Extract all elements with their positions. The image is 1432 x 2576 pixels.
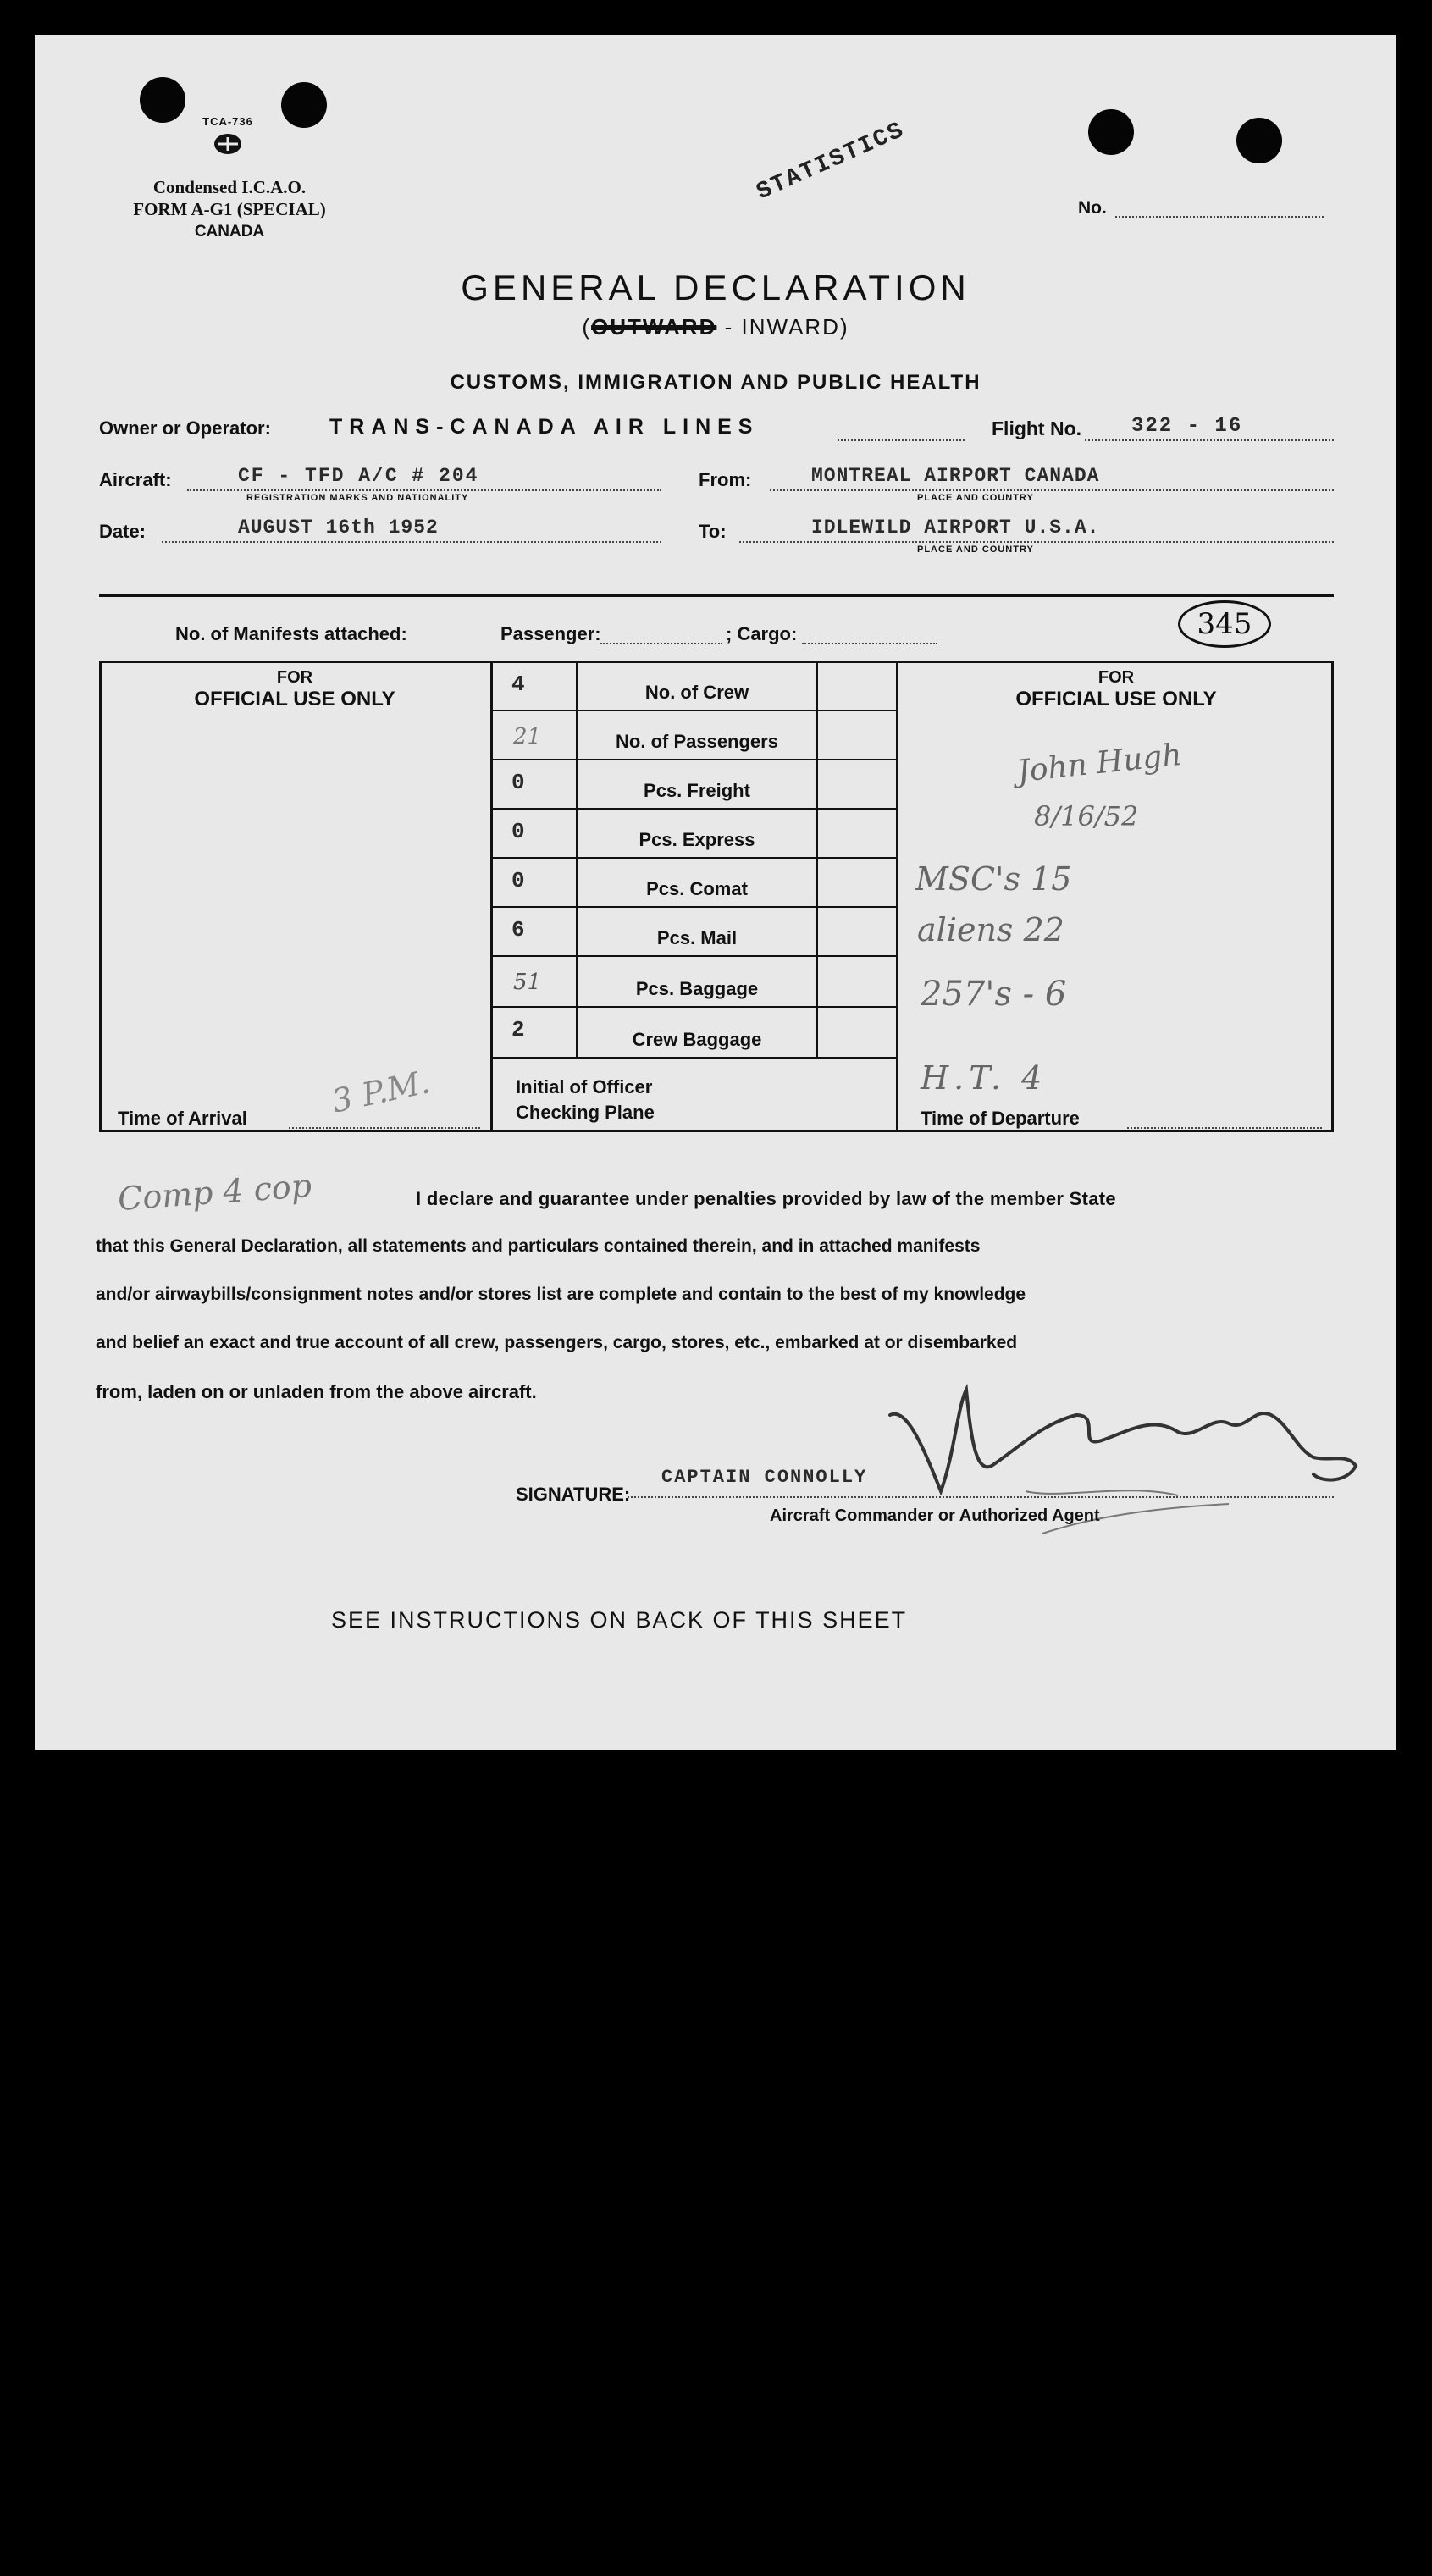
aircraft-label: Aircraft: bbox=[99, 469, 172, 490]
from-caption: PLACE AND COUNTRY bbox=[917, 493, 1034, 503]
mail-label: Pcs. Mail bbox=[656, 927, 738, 948]
express-count: 0 bbox=[511, 819, 527, 844]
arrival-field bbox=[289, 1127, 480, 1129]
departure-label: Time of Departure bbox=[921, 1108, 1080, 1129]
form-line-3: CANADA bbox=[194, 223, 265, 240]
baggage-count: 51 bbox=[513, 970, 542, 995]
typed-signature-name: CAPTAIN CONNOLLY bbox=[661, 1467, 868, 1488]
declaration-line: I declare and guarantee under penalties provided by law of the member State bbox=[416, 1188, 1116, 1209]
to-caption: PLACE AND COUNTRY bbox=[917, 544, 1034, 555]
freight-count: 0 bbox=[511, 770, 527, 795]
declaration-line: and belief an exact and true account of all crew, passengers, cargo, stores, etc., embarked at or disembarked bbox=[96, 1333, 1018, 1352]
flight-label: Flight No. bbox=[992, 417, 1082, 439]
flight-value: 322 - 16 bbox=[1131, 415, 1243, 438]
official-note: aliens 22 bbox=[917, 911, 1064, 948]
tca-logo-icon bbox=[213, 131, 243, 157]
aircraft-value: CF - TFD A/C # 204 bbox=[238, 465, 479, 487]
official-note: John Hugh bbox=[1015, 737, 1184, 790]
from-label: From: bbox=[699, 469, 752, 490]
owner-label: Owner or Operator: bbox=[99, 417, 271, 439]
declaration-line: and/or airwaybills/consignment notes and/or stores list are complete and contain to the best of my knowledge bbox=[96, 1285, 1026, 1304]
passengers-label: No. of Passengers bbox=[616, 731, 778, 752]
reference-number: 345 bbox=[1178, 600, 1271, 648]
declaration-sheet bbox=[35, 35, 1396, 1750]
form-title: GENERAL DECLARATION bbox=[461, 268, 970, 307]
to-label: To: bbox=[699, 521, 727, 542]
outward-struck: OUTWARD bbox=[591, 314, 717, 340]
departure-field bbox=[1127, 1127, 1322, 1129]
signature-label: SIGNATURE: bbox=[516, 1484, 631, 1505]
manifests-label: No. of Manifests attached: bbox=[175, 623, 407, 644]
footer-instructions: SEE INSTRUCTIONS ON BACK OF THIS SHEET bbox=[331, 1607, 908, 1633]
right-official-use: OFFICIAL USE ONLY bbox=[1015, 688, 1217, 710]
punch-hole bbox=[1088, 109, 1134, 155]
flight-field bbox=[1085, 439, 1334, 441]
signature-field bbox=[628, 1496, 1334, 1498]
declaration-line: from, laden on or unladen from the above aircraft. bbox=[96, 1381, 537, 1402]
from-field bbox=[770, 489, 1334, 491]
checking-plane-label: Checking Plane bbox=[516, 1102, 655, 1123]
comat-count: 0 bbox=[511, 868, 527, 893]
punch-hole bbox=[1236, 118, 1282, 163]
aircraft-caption: REGISTRATION MARKS AND NATIONALITY bbox=[246, 493, 469, 503]
cargo-label: ; Cargo: bbox=[726, 623, 798, 644]
margin-note: Comp 4 cop bbox=[116, 1167, 313, 1218]
officer-initial-label: Initial of Officer bbox=[516, 1076, 653, 1097]
comat-label: Pcs. Comat bbox=[646, 878, 748, 899]
form-code: TCA-736 bbox=[202, 115, 253, 128]
passenger-label: Passenger: bbox=[500, 623, 601, 644]
crew-count: 4 bbox=[511, 672, 527, 697]
date-field bbox=[162, 541, 661, 543]
signature-caption: Aircraft Commander or Authorized Agent bbox=[770, 1506, 1100, 1525]
date-value: AUGUST 16th 1952 bbox=[238, 517, 439, 539]
passengers-count: 21 bbox=[513, 724, 542, 749]
cargo-manifest-field bbox=[802, 643, 937, 644]
declaration-line: that this General Declaration, all statements and particulars contained therein, and in attached manifests bbox=[96, 1236, 981, 1256]
left-official-use: OFFICIAL USE ONLY bbox=[194, 688, 395, 710]
open-paren: ( bbox=[582, 314, 592, 340]
arrival-handwritten: 3 P.M. bbox=[328, 1063, 434, 1120]
from-value: MONTREAL AIRPORT CANADA bbox=[811, 465, 1100, 487]
direction-line bbox=[35, 314, 1396, 340]
no-label: No. bbox=[1078, 198, 1107, 218]
crew-baggage-label: Crew Baggage bbox=[632, 1029, 762, 1050]
statistics-stamp: STATISTICS bbox=[753, 117, 910, 207]
arrival-label: Time of Arrival bbox=[118, 1108, 247, 1129]
form-line-2: FORM A-G1 (SPECIAL) bbox=[133, 199, 326, 219]
punch-hole bbox=[140, 77, 185, 123]
crew-label: No. of Crew bbox=[644, 682, 749, 703]
crew-baggage-count: 2 bbox=[511, 1017, 527, 1042]
mail-count: 6 bbox=[511, 917, 527, 943]
no-field bbox=[1115, 216, 1324, 218]
form-subtitle: CUSTOMS, IMMIGRATION AND PUBLIC HEALTH bbox=[450, 371, 981, 394]
freight-label: Pcs. Freight bbox=[644, 780, 750, 801]
aircraft-field bbox=[187, 489, 661, 491]
owner-field bbox=[838, 439, 965, 441]
form-line-1: Condensed I.C.A.O. bbox=[152, 177, 307, 197]
owner-value: TRANS-CANADA AIR LINES bbox=[329, 415, 760, 439]
official-note: H.T. 4 bbox=[921, 1059, 1048, 1097]
express-label: Pcs. Express bbox=[639, 829, 755, 850]
official-note: MSC's 15 bbox=[915, 860, 1072, 898]
official-note: 8/16/52 bbox=[1034, 800, 1139, 832]
official-note: 257's - 6 bbox=[921, 975, 1067, 1014]
inward-label: - INWARD) bbox=[724, 314, 849, 340]
punch-hole bbox=[281, 82, 327, 128]
baggage-label: Pcs. Baggage bbox=[635, 978, 759, 999]
passenger-manifest-field bbox=[600, 643, 722, 644]
to-value: IDLEWILD AIRPORT U.S.A. bbox=[811, 517, 1100, 539]
separator-rule bbox=[99, 594, 1334, 597]
to-field bbox=[739, 541, 1334, 543]
left-official-for: FOR bbox=[276, 668, 313, 687]
right-official-for: FOR bbox=[1097, 668, 1135, 687]
date-label: Date: bbox=[99, 521, 147, 542]
